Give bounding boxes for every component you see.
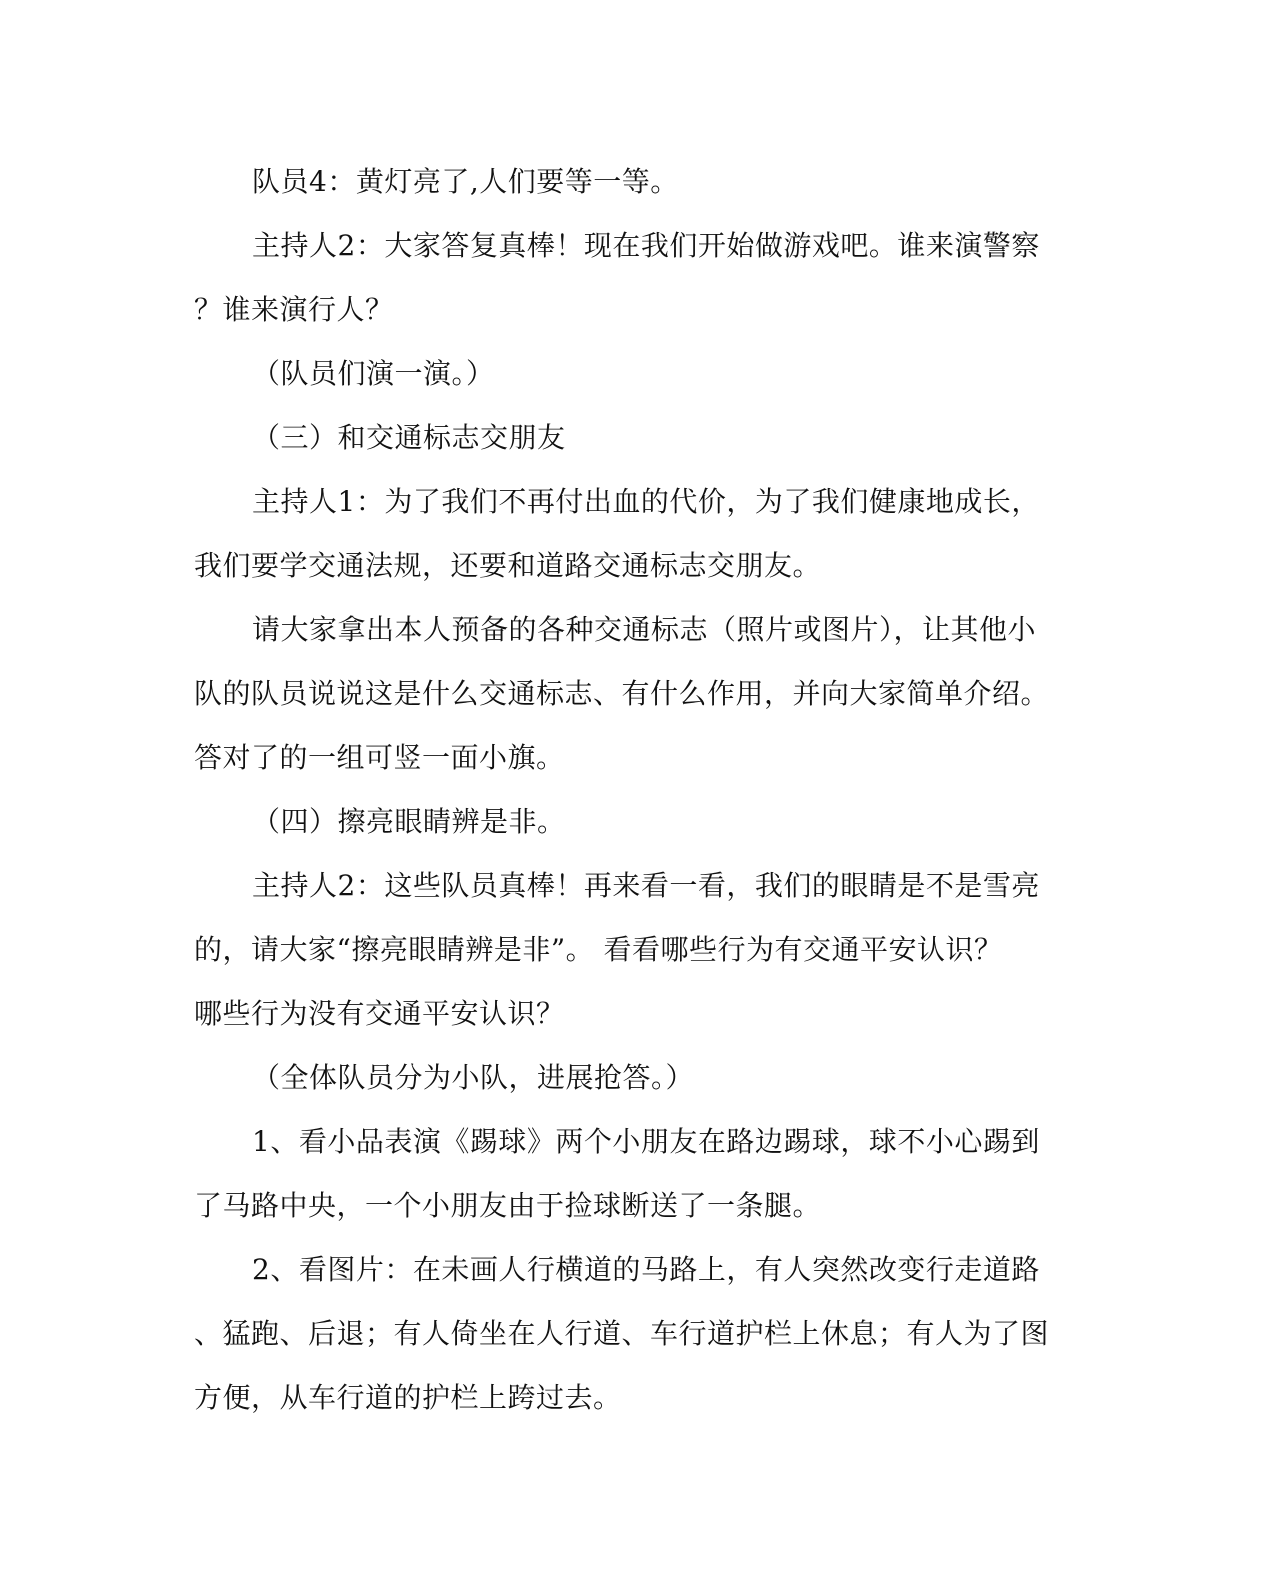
- text-line: （全体队员分为小队，进展抢答。）: [252, 1061, 695, 1094]
- text-line: 主持人2：这些队员真棒！再来看一看，我们的眼睛是不是雪亮: [252, 869, 1040, 902]
- text-line: 队的队员说说这是什么交通标志、有什么作用，并向大家简单介绍。: [194, 677, 1050, 710]
- text-line: 的，请大家“擦亮眼睛辨是非”。 看看哪些行为有交通平安认识？: [194, 933, 1003, 966]
- text-line: 1、看小品表演《踢球》两个小朋友在路边踢球，球不小心踢到: [252, 1125, 1040, 1158]
- text-line: 答对了的一组可竖一面小旗。: [194, 741, 565, 774]
- text-line: 、猛跑、后退；有人倚坐在人行道、车行道护栏上休息；有人为了图: [194, 1317, 1050, 1350]
- text-line: （队员们演一演。）: [252, 357, 495, 390]
- text-line: 哪些行为没有交通平安认识？: [194, 997, 565, 1030]
- text-line: 请大家拿出本人预备的各种交通标志（照片或图片），让其他小: [252, 613, 1037, 646]
- text-line: 2、看图片：在未画人行横道的马路上，有人突然改变行走道路: [252, 1253, 1040, 1286]
- section-heading: （三）和交通标志交朋友: [252, 421, 566, 454]
- text-line: 队员4：黄灯亮了,人们要等一等。: [252, 165, 679, 198]
- text-line: 方便，从车行道的护栏上跨过去。: [194, 1381, 622, 1414]
- text-line: 主持人1：为了我们不再付出血的代价，为了我们健康地成长，: [252, 485, 1040, 518]
- text-line: 我们要学交通法规，还要和道路交通标志交朋友。: [194, 549, 822, 582]
- text-line: 了马路中央，一个小朋友由于捡球断送了一条腿。: [194, 1189, 822, 1222]
- section-heading: （四）擦亮眼睛辨是非。: [252, 805, 566, 838]
- text-line: ？谁来演行人？: [194, 293, 394, 326]
- text-line: 主持人2：大家答复真棒！现在我们开始做游戏吧。谁来演警察: [252, 229, 1040, 262]
